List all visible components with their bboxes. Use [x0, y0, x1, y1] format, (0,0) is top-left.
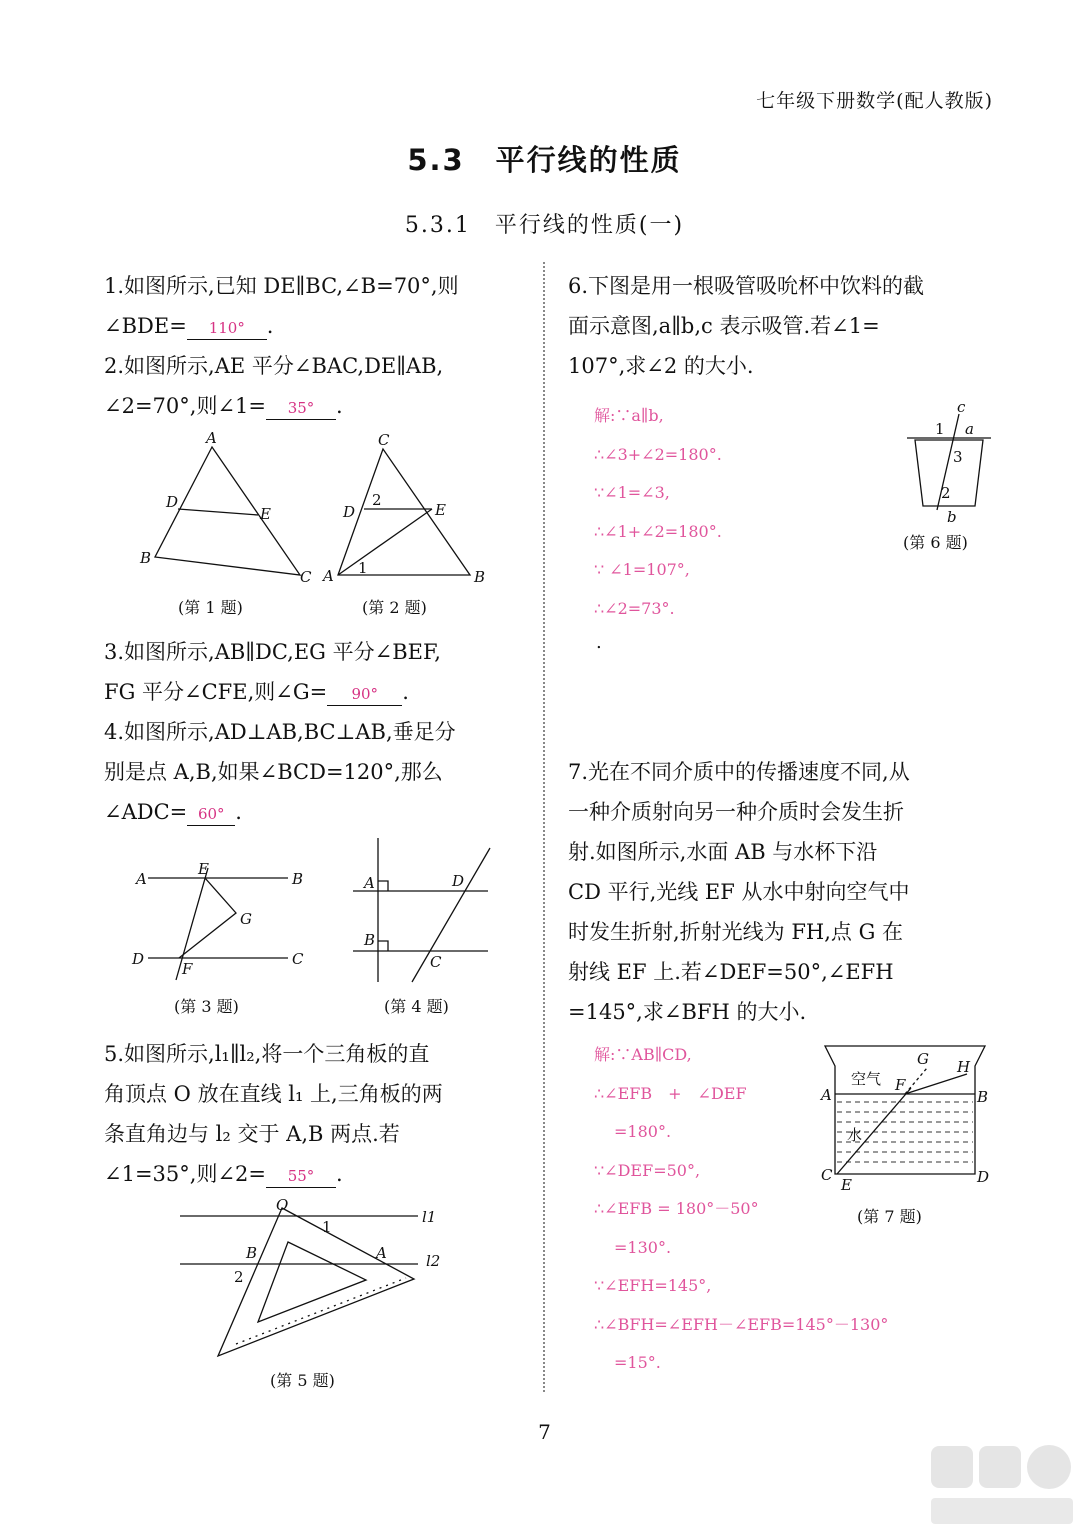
figure-3	[148, 868, 288, 980]
figure-5	[170, 1194, 460, 1394]
q6-solution-line: ∴∠2=73°.	[594, 598, 675, 618]
fig3-label-a: A	[136, 870, 147, 888]
figure-4	[353, 838, 490, 982]
question-7	[568, 752, 998, 1032]
q6-line2: 面示意图,a∥b,c 表示吸管.若∠1=	[568, 314, 880, 338]
fig5-drawing	[180, 1208, 418, 1356]
q7-solution-line: =130°.	[614, 1237, 672, 1257]
fig1-label-a: A	[206, 429, 217, 447]
fig4-right-angle-b	[378, 941, 388, 951]
figures-3-4	[128, 830, 508, 1030]
fig3-caption: (第 3 题)	[174, 997, 239, 1016]
fig7-label-d: D	[977, 1168, 990, 1186]
q5-line2: 角顶点 O 放在直线 l₁ 上,三角板的两	[104, 1082, 443, 1106]
fig7-label-b: B	[977, 1088, 989, 1106]
q4-stem: ∠ADC=	[104, 800, 188, 824]
q7-line: 时发生折射,折射光线为 FH,点 G 在	[568, 920, 904, 944]
q7-solution-line: =15°.	[614, 1353, 661, 1372]
fig5-angle-1: 1	[322, 1218, 332, 1236]
q4-line3	[104, 792, 534, 832]
q2-period: .	[336, 394, 343, 418]
q1-line1: 1.如图所示,已知 DE∥BC,∠B=70°,则	[104, 274, 459, 298]
q5-line4	[104, 1154, 534, 1194]
q5-stem: ∠1=35°,则∠2=	[104, 1162, 267, 1186]
fig7-label-g: G	[917, 1050, 929, 1068]
q7-solution-line: ∴∠EFB + ∠DEF	[594, 1083, 747, 1103]
fig4-label-d: D	[452, 872, 465, 890]
fig2-label-d: D	[343, 503, 356, 521]
question-5	[104, 1034, 534, 1194]
column-divider	[543, 262, 545, 1392]
figure-2	[338, 449, 470, 575]
fig2-angle-2: 2	[372, 491, 382, 509]
figure-1	[155, 447, 300, 575]
q6-solution-line: ∴∠1+∠2=180°.	[594, 521, 722, 541]
q7-line: 7.光在不同介质中的传播速度不同,从	[568, 760, 910, 784]
fig5-label-a: A	[376, 1244, 387, 1262]
fig1-label-e: E	[260, 505, 271, 523]
q1-line2	[104, 306, 534, 346]
q7-line: =145°,求∠BFH 的大小.	[568, 1000, 807, 1024]
q7-solution-line: 解:∵AB∥CD,	[594, 1045, 692, 1064]
subsection-title: 5.3.1 平行线的性质(一)	[404, 213, 685, 238]
fig5-set-square-outer	[218, 1208, 414, 1356]
fig1-caption: (第 1 题)	[178, 598, 243, 617]
question-2	[104, 346, 534, 426]
fig1-label-b: B	[140, 549, 152, 567]
fig7-label-water: 水	[847, 1126, 863, 1144]
q7-line: 射线 EF 上.若∠DEF=50°,∠EFH	[568, 960, 894, 984]
fig3-label-e: E	[198, 860, 209, 878]
q1-stem: ∠BDE=	[104, 314, 187, 338]
fig3-label-b: B	[292, 870, 304, 888]
figure-6	[895, 400, 1005, 560]
q3-line1: 3.如图所示,AB∥DC,EG 平分∠BEF,	[104, 640, 441, 664]
fig7-label-h: H	[957, 1058, 971, 1076]
fig6-angle-2: 2	[941, 484, 951, 502]
watermark-logo	[927, 1440, 1077, 1530]
q4-answer-blank: 60°	[187, 803, 235, 826]
q7-solution-line: ∴∠BFH=∠EFH－∠EFB=145°－130°	[594, 1314, 889, 1334]
fig4-caption: (第 4 题)	[384, 997, 449, 1016]
q7-solution-line: ∵∠EFH=145°,	[594, 1276, 712, 1295]
fig6-angle-3: 3	[953, 448, 963, 466]
fig4-right-angle-a	[378, 881, 388, 891]
q6-solution-line: ∵ ∠1=107°,	[594, 560, 690, 579]
fig3-label-f: F	[182, 960, 193, 978]
q6-trailing-dot: .	[596, 632, 602, 653]
question-6	[568, 266, 998, 386]
q5-line3: 条直角边与 l₂ 交于 A,B 两点.若	[104, 1122, 400, 1146]
fig2-label-e: E	[435, 501, 446, 519]
fig1-segment-de	[178, 509, 258, 515]
fig7-caption: (第 7 题)	[857, 1207, 922, 1226]
fig5-label-b: B	[246, 1244, 258, 1262]
fig6-label-a: a	[965, 420, 974, 438]
fig7-label-c: C	[821, 1166, 833, 1184]
q6-line1: 6.下图是用一根吸管吸吮杯中饮料的截	[568, 274, 925, 298]
fig5-label-l1: l1	[422, 1208, 437, 1226]
q5-answer-blank: 55°	[266, 1165, 336, 1188]
q4-period: .	[235, 800, 242, 824]
q6-solution-line: ∴∠3+∠2=180°.	[594, 444, 722, 464]
fig6-caption: (第 6 题)	[903, 533, 968, 552]
q7-solution-line: ∵∠DEF=50°,	[594, 1160, 701, 1180]
fig5-caption: (第 5 题)	[270, 1371, 335, 1390]
q3-answer-blank: 90°	[327, 683, 402, 706]
q2-line1: 2.如图所示,AE 平分∠BAC,DE∥AB,	[104, 354, 444, 378]
q7-line: 一种介质射向另一种介质时会发生折	[568, 800, 904, 824]
figure-7	[815, 1040, 995, 1240]
q5-line1: 5.如图所示,l₁∥l₂,将一个三角板的直	[104, 1042, 430, 1066]
fig4-label-c: C	[430, 953, 442, 971]
fig5-angle-2: 2	[234, 1268, 244, 1286]
fig1-triangle	[155, 447, 300, 575]
fig7-label-a: A	[821, 1086, 832, 1104]
figures-1-2	[130, 425, 510, 625]
question-4	[104, 712, 534, 832]
fig2-caption: (第 2 题)	[362, 598, 427, 617]
fig5-label-l2: l2	[426, 1252, 441, 1270]
fig4-label-b: B	[364, 931, 376, 949]
fig7-label-air: 空气	[851, 1070, 882, 1088]
q7-solution-line: ∴∠EFB = 180°－50°	[594, 1199, 759, 1218]
fig3-label-d: D	[132, 950, 145, 968]
question-3	[104, 632, 534, 712]
q7-line: 射.如图所示,水面 AB 与水杯下沿	[568, 840, 878, 864]
fig3-label-c: C	[292, 950, 304, 968]
fig5-label-o: O	[276, 1196, 289, 1214]
q3-line2	[104, 672, 534, 712]
fig7-label-e: E	[841, 1176, 852, 1194]
fig2-label-a: A	[323, 567, 334, 585]
fig3-label-g: G	[240, 910, 252, 928]
q2-answer-blank: 35°	[266, 397, 336, 420]
q6-solution-line: ∵∠1=∠3,	[594, 483, 670, 502]
q4-line1: 4.如图所示,AD⊥AB,BC⊥AB,垂足分	[104, 720, 456, 744]
fig2-triangle	[338, 449, 470, 575]
q7-line: CD 平行,光线 EF 从水中射向空气中	[568, 880, 910, 904]
q3-stem: FG 平分∠CFE,则∠G=	[104, 680, 328, 704]
q4-line2: 别是点 A,B,如果∠BCD=120°,那么	[104, 760, 443, 784]
q7-solution-line: =180°.	[614, 1122, 672, 1141]
fig6-angle-1: 1	[935, 420, 945, 438]
fig6-label-b: b	[947, 508, 957, 526]
fig7-label-f: F	[895, 1076, 906, 1094]
fig1-label-d: D	[166, 493, 179, 511]
page-number: 7	[538, 1420, 551, 1444]
q5-period: .	[336, 1162, 343, 1186]
section-title: 5.3 平行线的性质	[407, 143, 682, 177]
q6-solution-line: 解:∵a∥b,	[594, 406, 664, 425]
question-1	[104, 266, 534, 346]
fig4-label-a: A	[364, 874, 375, 892]
q6-line3: 107°,求∠2 的大小.	[568, 354, 754, 378]
q2-stem: ∠2=70°,则∠1=	[104, 394, 267, 418]
q6-solution	[594, 397, 894, 628]
fig2-label-b: B	[474, 568, 486, 586]
fig2-label-c: C	[378, 431, 390, 449]
q2-line2	[104, 386, 534, 426]
q3-period: .	[402, 680, 409, 704]
fig1-label-c: C	[300, 568, 312, 586]
q1-answer-blank: 110°	[187, 317, 267, 340]
book-header: 七年级下册数学(配人教版)	[756, 90, 993, 112]
fig5-set-square-inner	[258, 1242, 366, 1322]
fig4-line-dc	[412, 848, 490, 982]
fig2-angle-1: 1	[358, 559, 368, 577]
q1-period: .	[266, 314, 274, 338]
fig3-segments-eg-gf	[179, 878, 236, 958]
fig6-label-c: c	[957, 400, 966, 416]
